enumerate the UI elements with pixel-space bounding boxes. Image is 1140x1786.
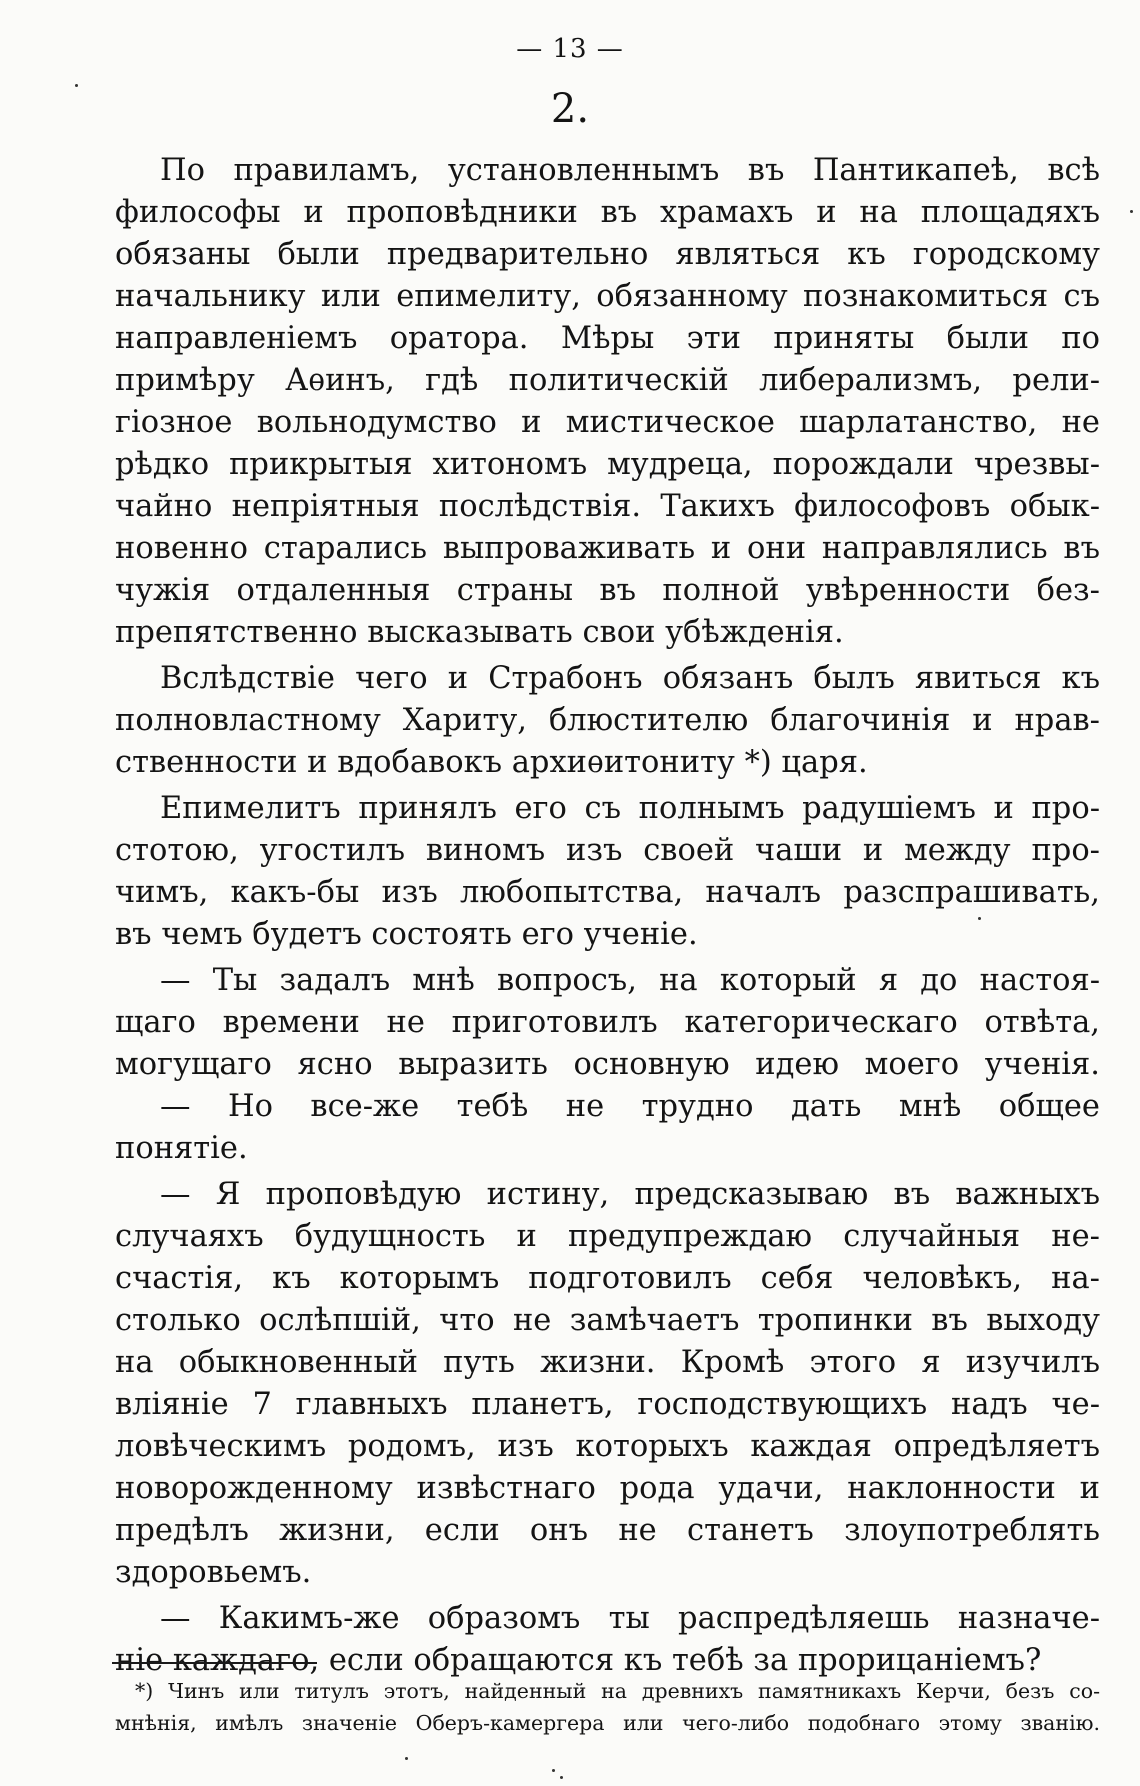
paragraph [115, 960, 1100, 1086]
text-line: По правиламъ, установленнымъ въ Пантикапеѣ, всѣ [160, 153, 1100, 188]
text-line: — Какимъ-же образомъ ты распредѣляешь назначе- [160, 1601, 1100, 1636]
text-line: — Ты задалъ мнѣ вопросъ, на который я до настоя- [160, 963, 1100, 998]
text-line: — Я проповѣдую истину, предсказываю въ важныхъ [160, 1177, 1100, 1212]
text-line: чайно непріятныя послѣдствія. Такихъ философовъ обык- [115, 489, 1100, 524]
scan-speck [1130, 210, 1133, 213]
text-line: ственности и вдобавокъ архиѳитониту *) царя. [115, 745, 868, 780]
footnote-line: *) Чинъ или титулъ этотъ, найденный на древнихъ памятникахъ Керчи, безъ со- [135, 1679, 1100, 1703]
text-line: философы и проповѣдники въ храмахъ и на площадяхъ [115, 195, 1100, 230]
scan-speck [75, 84, 78, 87]
text-line: — Но все-же тебѣ не трудно дать мнѣ общее [160, 1089, 1100, 1124]
text-line: направленіемъ оратора. Мѣры эти приняты были по [115, 321, 1100, 356]
text-line: случаяхъ будущность и предупреждаю случайныя не- [115, 1219, 1100, 1254]
text-line: предѣлъ жизни, если онъ не станетъ злоупотреблять [115, 1513, 1100, 1548]
text-line: могущаго ясно выразить основную идею моего ученія. [115, 1047, 1100, 1082]
text-line: чужія отдаленныя страны въ полной увѣренности без- [115, 573, 1100, 608]
text-line: начальнику или епимелиту, обязанному познакомиться съ [115, 279, 1100, 314]
text-line: примѣру Аѳинъ, гдѣ политическій либерализмъ, рели- [115, 363, 1100, 398]
text-line: препятственно высказывать свои убѣжденія. [115, 615, 844, 650]
text-line: обязаны были предварительно являться къ городскому [115, 237, 1100, 272]
page-number: — 13 — [516, 34, 624, 64]
text-line: понятіе. [115, 1131, 248, 1166]
paragraph [115, 150, 1100, 654]
text-line: чимъ, какъ-бы изъ любопытства, началъ разспрашивать, [115, 875, 1100, 910]
text-line: Епимелитъ принялъ его съ полнымъ радушіемъ и про- [160, 791, 1100, 826]
text-line: стотою, угостилъ виномъ изъ своей чаши и между про- [115, 833, 1100, 868]
text-line: новенно старались выпроваживать и они направлялись въ [115, 531, 1100, 566]
text-line: счастія, къ которымъ подготовилъ себя человѣкъ, на- [115, 1261, 1100, 1296]
text-line: ловѣческимъ родомъ, изъ которыхъ каждая опредѣляетъ [115, 1429, 1100, 1464]
scan-speck [560, 1776, 563, 1779]
paragraph [115, 1598, 1100, 1682]
text-line: полновластному Хариту, блюстителю благочинія и нрав- [115, 703, 1100, 738]
scan-speck [405, 1757, 408, 1760]
footnote [115, 1675, 1100, 1739]
text-line: гіозное вольнодумство и мистическое шарлатанство, не [115, 405, 1100, 440]
text-line: здоровьемъ. [115, 1555, 312, 1590]
paragraph [115, 1174, 1100, 1594]
footnote-divider [112, 1662, 317, 1664]
text-line: щаго времени не приготовилъ категорическаго отвѣта, [115, 1005, 1100, 1040]
scan-speck [552, 1769, 555, 1772]
footnote-line: мнѣнія, имѣлъ значеніе Оберъ-камергера или чего-либо подобнаго этому званію. [115, 1711, 1100, 1735]
paragraph [115, 788, 1100, 956]
text-line: на обыкновенный путь жизни. Кромѣ этого я изучилъ [115, 1345, 1100, 1380]
text-line: рѣдко прикрытыя хитономъ мудреца, порождали чрезвы- [115, 447, 1100, 482]
text-line: вліяніе 7 главныхъ планетъ, господствующихъ надъ че- [115, 1387, 1100, 1422]
text-line: Вслѣдствіе чего и Страбонъ обязанъ былъ явиться къ [160, 661, 1100, 696]
text-line: столько ослѣпшій, что не замѣчаетъ тропинки въ выходу [115, 1303, 1100, 1338]
scan-speck [978, 917, 981, 920]
paragraph [115, 658, 1100, 784]
paragraph [115, 1086, 1100, 1170]
text-line: въ чемъ будетъ состоять его ученіе. [115, 917, 698, 952]
text-line: новорожденному извѣстнаго рода удачи, наклонности и [115, 1471, 1100, 1506]
body-text [115, 150, 1100, 1682]
chapter-number: 2. [550, 86, 590, 132]
text-line: ніе каждаго, если обращаются къ тебѣ за прорицаніемъ? [115, 1643, 1042, 1678]
